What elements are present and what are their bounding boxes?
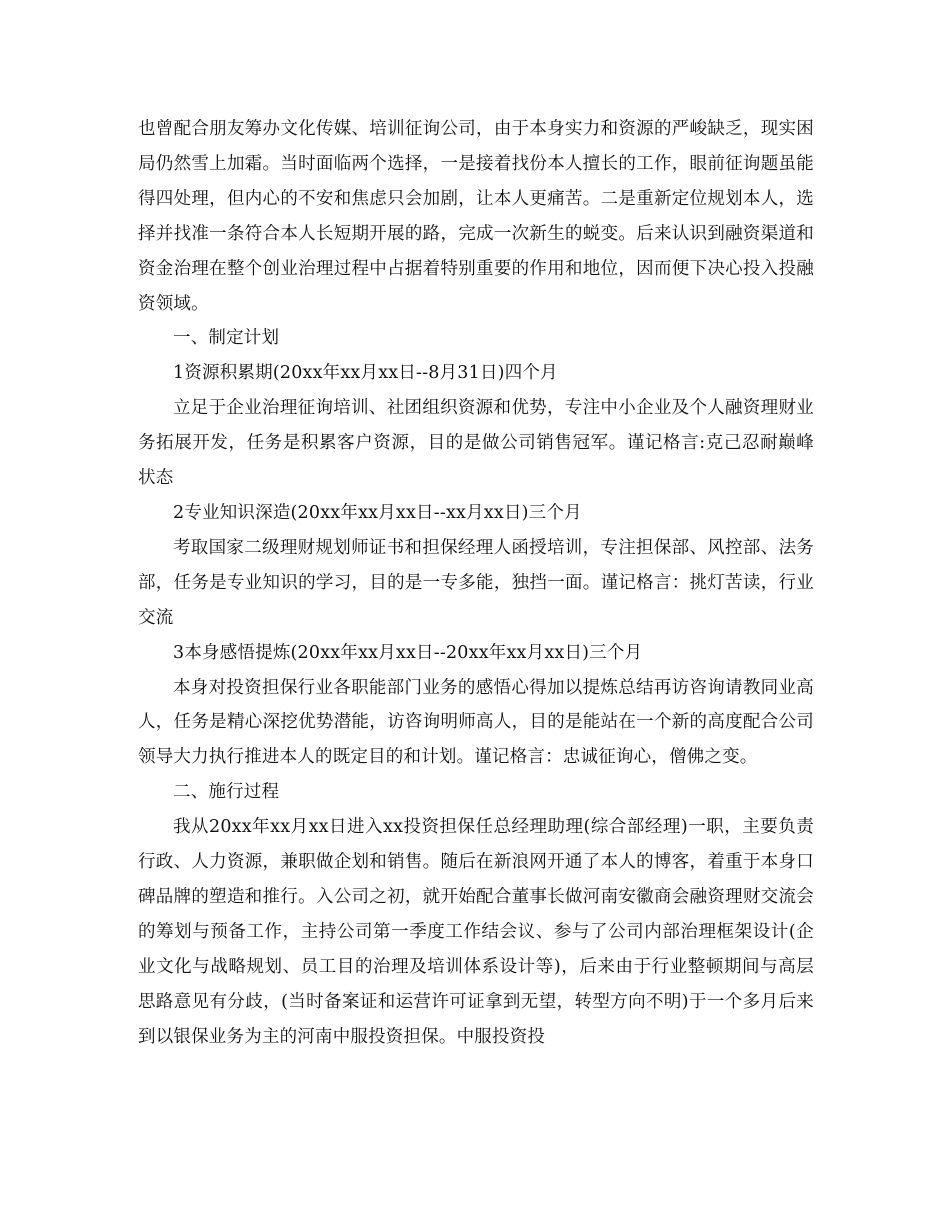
paragraph-intro-continuation: 也曾配合朋友筹办文化传媒、培训征询公司，由于本身实力和资源的严峻缺乏，现实困局仍然雪上加霜。当时面临两个选择，一是接着找份本人擅长的工作，眼前征询题虽能得四处理，但内心的不安和焦虑只会加剧，让本人更痛苦。二是重新定位规划本人，选择并找准一条符合本人长短期开展的路，完成一次新生的蜕变。后来认识到融资渠道和资金治理在整个创业治理过程中占据着特别重要的作用和地位，因而便下决心投入投融资领域。 bbox=[138, 119, 814, 314]
plan-item-2-body: 考取国家二级理财规划师证书和担保经理人函授培训，专注担保部、风控部、法务部，任务是专业知识的学习，目的是一专多能，独挡一面。谨记格言：挑灯苦读，行业交流 bbox=[138, 537, 814, 628]
heading-make-plan: 一、制定计划 bbox=[173, 328, 280, 349]
plan-item-1-title: 1资源积累期(20xx年xx月xx日--8月31日)四个月 bbox=[173, 363, 558, 384]
plan-item-3-title: 3本身感悟提炼(20xx年xx月xx日--20xx年xx月xx日)三个月 bbox=[173, 642, 643, 663]
heading-implementation: 二、施行过程 bbox=[173, 782, 280, 803]
document-body bbox=[138, 112, 814, 1054]
plan-item-1-body: 立足于企业治理征询培训、社团组织资源和优势，专注中小企业及个人融资理财业务拓展开发，任务是积累客户资源，目的是做公司销售冠军。谨记格言:克己忍耐巅峰状态 bbox=[138, 398, 814, 489]
implementation-body: 我从20xx年xx月xx日进入xx投资担保任总经理助理(综合部经理)一职，主要负责行政、人力资源，兼职做企划和销售。随后在新浪网开通了本人的博客，着重于本身口碑品牌的塑造和推行。入公司之初，就开始配合董事长做河南安徽商会融资理财交流会的筹划与预备工作，主持公司第一季度工作结会议、参与了公司内部治理框架设计(企业文化与战略规划、员工目的治理及培训体系设计等)，后来由于行业整顿期间与高层思路意见有分歧，(当时备案证和运营许可证拿到无望，转型方向不明)于一个多月后来到以银保业务为主的河南中服投资担保。中服投资投 bbox=[138, 817, 814, 1047]
plan-item-3-body: 本身对投资担保行业各职能部门业务的感悟心得加以提炼总结再访咨询请教同业高人，任务是精心深挖优势潜能，访咨询明师高人，目的是能站在一个新的高度配合公司领导大力执行推进本人的既定目的和计划。谨记格言：忠诚征询心，僧佛之变。 bbox=[138, 677, 814, 768]
plan-item-2-title: 2专业知识深造(20xx年xx月xx日--xx月xx日)三个月 bbox=[173, 502, 582, 523]
